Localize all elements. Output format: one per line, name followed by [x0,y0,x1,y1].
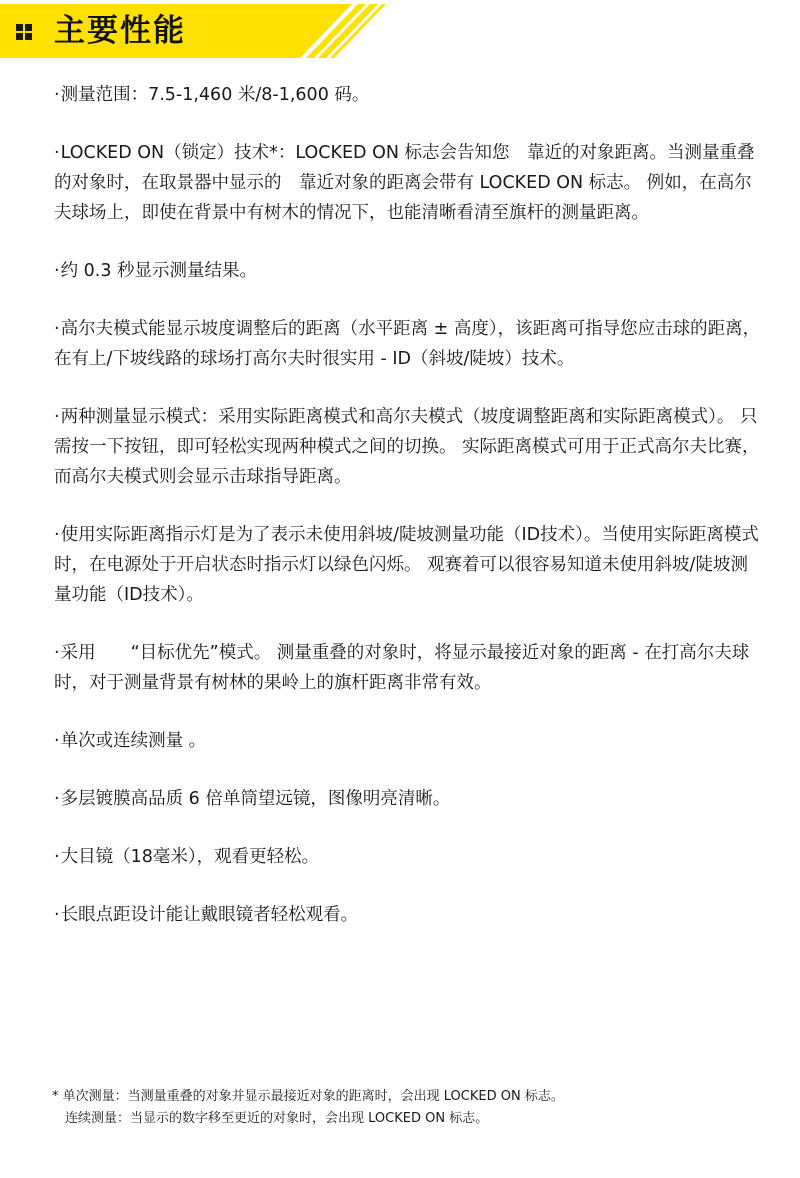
footnotes [52,1086,772,1130]
list-item-text: 测量范围：7.5-1,460 米/8-1,600 码。 [60,85,370,105]
footnote-continuous: 连续测量：当显示的数字移至更近的对象时，会出现 LOCKED ON 标志。 [65,1111,489,1126]
list-item [54,784,764,814]
bullet: · [54,643,60,663]
list-item [54,402,764,492]
list-item-text: 使用实际距离指示灯是为了表示未使用斜坡/陡坡测量功能（ID技术）。当使用实际距离模式时，在电源处于开启状态时指示灯以绿色闪烁。 观赛着可以很容易知道未使用斜坡/陡坡测量功能（ID技术）。 [54,525,759,605]
bullet: · [54,731,60,751]
list-item-text: 约 0.3 秒显示测量结果。 [60,261,258,281]
feature-list [54,80,764,958]
list-item [54,138,764,228]
list-item [54,520,764,610]
list-item-text: 采用 “目标优先”模式。 测量重叠的对象时，将显示最接近对象的距离 - 在打高尔夫球时，对于测量背景有树林的果岭上的旗杆距离非常有效。 [54,643,750,693]
grid-squares-icon [16,24,32,40]
list-item-text: 两种测量显示模式：采用实际距离模式和高尔夫模式（坡度调整距离和实际距离模式）。 只需按一下按钮，即可轻松实现两种模式之间的切换。 实际距离模式可用于正式高尔夫比赛，而高尔夫模式则会显示击球指导距离。 [54,407,760,487]
list-item-text: 长眼点距设计能让戴眼镜者轻松观看。 [60,905,359,925]
footnote-single: * 单次测量：当测量重叠的对象并显示最接近对象的距离时，会出现 LOCKED ON 标志。 [52,1089,564,1104]
list-item-text: 多层镀膜高品质 6 倍单筒望远镜，图像明亮清晰。 [60,789,451,809]
bullet: · [54,261,60,281]
list-item-text: 高尔夫模式能显示坡度调整后的距离（水平距离 ± 高度），该距离可指导您应击球的距离，在有上/下坡线路的球场打高尔夫时很实用 - ID（斜坡/陡坡）技术。 [54,319,761,369]
list-item [54,842,764,872]
section-header [0,0,800,62]
bullet: · [54,847,60,867]
list-item [54,314,764,374]
bullet: · [54,905,60,925]
list-item [54,638,764,698]
page-title: 主要性能 [54,13,186,49]
list-item [54,900,764,930]
list-item-text: 单次或连续测量 。 [60,731,207,751]
list-item [54,80,764,110]
list-item [54,726,764,756]
bullet: · [54,319,60,339]
bullet: · [54,407,60,427]
bullet: · [54,143,60,163]
list-item-text: LOCKED ON（锁定）技术*：LOCKED ON 标志会告知您 靠近的对象距离。当测量重叠的对象时，在取景器中显示的 靠近对象的距离会带有 LOCKED ON 标志。 例如，在高尔夫球场上，即使在背景中有树木的情况下，也能清晰看清至旗杆的测量距离。 [54,143,755,223]
bullet: · [54,85,60,105]
bullet: · [54,789,60,809]
list-item-text: 大目镜（18毫米），观看更轻松。 [60,847,320,867]
bullet: · [54,525,60,545]
list-item [54,256,764,286]
